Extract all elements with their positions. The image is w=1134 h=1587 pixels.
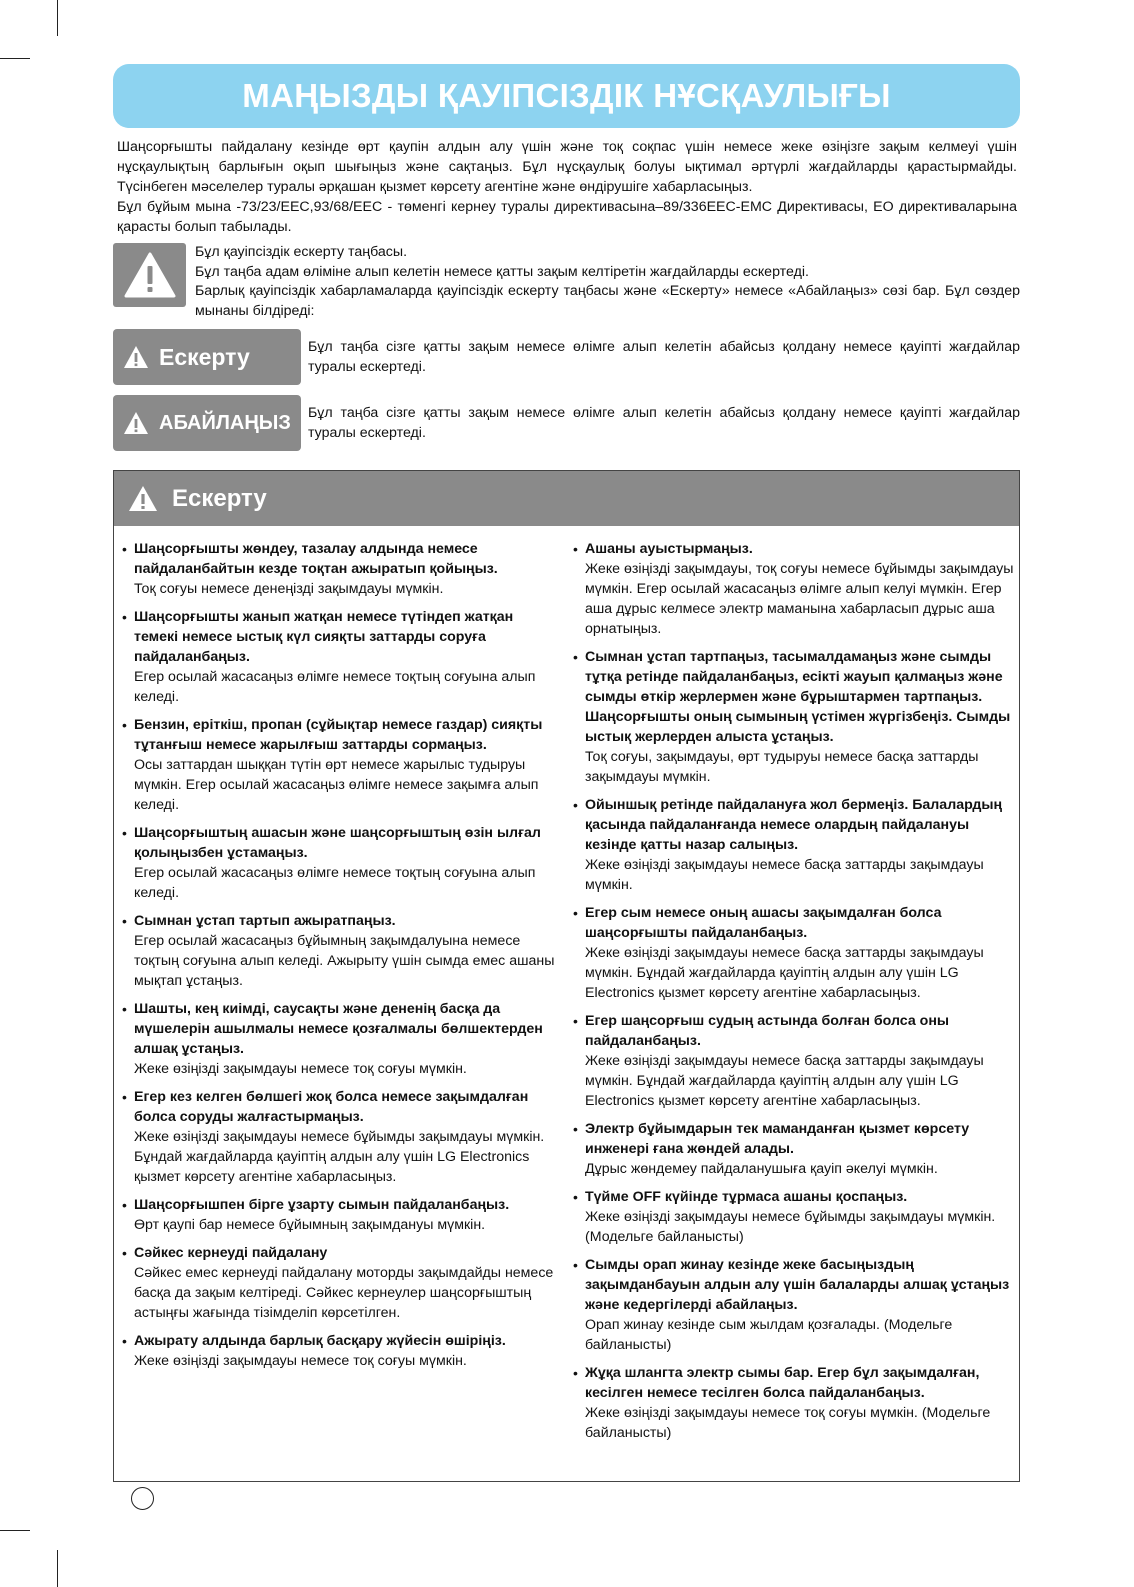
list-item	[120, 1243, 557, 1323]
item-desc: Егер осылай жасасаңыз өлімге немесе тоқтың соғуына алып келеді.	[134, 865, 536, 901]
list-item	[120, 999, 557, 1079]
symbol-line: Бұл қауіпсіздік ескерту таңбасы.	[195, 244, 408, 260]
item-desc: Осы заттардан шыққан түтін өрт немесе жарылыс тудыруы мүмкін. Егер осылай жасасаңыз өлімге немесе зақымға алып келеді.	[134, 757, 539, 813]
list-item	[571, 647, 1015, 787]
warning-triangle-icon	[113, 243, 186, 307]
warning-box	[113, 470, 1020, 1482]
intro-paragraph: Бұл бұйым мына -73/23/EEC,93/68/EEC - төменгі кернеу туралы директивасына–89/336EEC-EMC Директивасы, EO директиваларына қарасты болып табылады.	[117, 199, 1017, 235]
list-item	[571, 539, 1015, 639]
symbol-line: Барлық қауіпсіздік хабарламаларда қауіпсіздік ескерту таңбасы және «Ескерту» немесе «Абайлаңыз» сөзі бар. Бұл сөздер мынаны білдіреді:	[195, 283, 1020, 319]
warning-column-right	[571, 539, 1015, 1451]
item-title: • Шашты, кең киімді, саусақты және дененің басқа да мүшелерін ашылмалы немесе қозғалмалы бөлшектерден алшақ ұстаңыз.	[134, 1001, 543, 1057]
item-title: • Сымнан ұстап тартып ажыратпаңыз.	[134, 913, 396, 929]
item-desc: Сәйкес емес кернеуді пайдалану моторды зақымдайды немесе басқа да зақым келтіреді. Сәйкес кернеулер шаңсорғыштың астыңғы жағында тізімделіп көрсетілген.	[134, 1265, 554, 1321]
symbol-line: Бұл таңба адам өліміне алып келетін немесе қатты зақым келтіретін жағдайларды ескертеді.	[195, 263, 809, 280]
item-desc: Жеке өзіңізді зақымдауы немесе тоқ соғуы мүмкін.	[134, 1061, 467, 1077]
item-title: • Шаңсорғышпен бірге ұзарту сымын пайдаланбаңыз.	[134, 1197, 510, 1213]
list-item	[571, 1363, 1015, 1443]
item-title: • Ойыншық ретінде пайдалануға жол бермеңіз. Балалардың қасында пайдаланғанда немесе олардың пайдалануы кезінде қатты назар салыңыз.	[585, 797, 1003, 853]
item-title: • Электр бұйымдарын тек маманданған қызмет көрсету инженері ғана жөндей алады.	[585, 1121, 970, 1157]
item-title: • Түйме OFF күйінде тұрмаса ашаны қоспаңыз.	[585, 1189, 908, 1205]
list-item	[571, 903, 1015, 1003]
page-title: МАҢЫЗДЫ ҚАУІПСІЗДІК НҰСҚАУЛЫҒЫ	[242, 77, 891, 114]
list-item	[571, 1187, 1015, 1247]
item-desc: Жеке өзіңізді зақымдауы немесе басқа заттарды зақымдауы мүмкін. Бұндай жағдайларда қауіптің алдын алу үшін LG Electronics қызмет көрсету агентіне хабарласыңыз.	[585, 1053, 984, 1109]
caution-badge-label: АБАЙЛАҢЫЗ	[159, 411, 291, 434]
item-title: • Жұқа шлангта электр сымы бар. Егер бұл зақымдалған, кесілген немесе тесілген болса пайдаланбаңыз.	[585, 1365, 980, 1401]
crop-mark	[0, 1530, 30, 1531]
crop-mark	[0, 58, 30, 59]
intro-paragraph: Шаңсорғышты пайдалану кезінде өрт қаупін алдын алу үшін және тоқ соқпас үшін немесе жеке өзіңізге зақым келмеуі үшін нұсқаулықтың барлығын оқып шығыңыз және сақтаңыз. Бұл нұсқаулық болуы ықтимал әртүрлі жағдайларды қарастырмайды. Түсінбеген мәселелер туралы әрқашан қызмет көрсету агентіне және өндірушіге хабарласыңыз.	[117, 139, 1017, 195]
item-title: • Егер шаңсорғыш судың астында болған болса оны пайдаланбаңыз.	[585, 1013, 950, 1049]
list-item	[120, 607, 557, 707]
title-banner	[113, 64, 1020, 128]
intro-text	[117, 137, 1017, 237]
item-title: • Сәйкес кернеуді пайдалану	[134, 1245, 328, 1261]
item-desc: Жеке өзіңізді зақымдауы немесе тоқ соғуы мүмкін. (Модельге байланысты)	[585, 1405, 991, 1441]
list-item	[120, 911, 557, 991]
item-title: • Егер сым немесе оның ашасы зақымдалған болса шаңсорғышты пайдаланбаңыз.	[585, 905, 942, 941]
item-title: • Сымды орап жинау кезінде жеке басыңыздың зақымданбауын алдын алу үшін балаларды алшақ ұстаңыз және кедергілерді абайлаңыз.	[585, 1257, 1010, 1313]
warning-badge-label: Ескерту	[159, 343, 250, 370]
item-desc: Жеке өзіңізді зақымдауы немесе басқа заттарды зақымдауы мүмкін. Бұндай жағдайларда қауіптің алдын алу үшін LG Electronics қызмет көрсету агентіне хабарласыңыз.	[585, 945, 984, 1001]
warning-badge	[113, 329, 301, 385]
warning-box-header	[114, 471, 1019, 526]
list-item	[120, 715, 557, 815]
item-desc: Жеке өзіңізді зақымдауы, тоқ соғуы немесе бұйымды зақымдауы мүмкін. Егер осылай жасасаңыз өлімге алып келуі мүмкін. Егер аша дұрыс келмесе электр маманына хабарласып дұрыс аша орнатыңыз.	[585, 561, 1014, 637]
item-desc: Егер осылай жасасаңыз бұйымның зақымдалуына немесе тоқтың соғуына алып келеді. Ажырыту үшін сымда емес ашаны мықтап ұстаңыз.	[134, 933, 555, 989]
item-desc: Тоқ соғуы, зақымдауы, өрт тудыруы немесе басқа заттарды зақымдауы мүмкін.	[585, 749, 979, 785]
list-item	[571, 795, 1015, 895]
item-title: • Бензин, еріткіш, пропан (сұйықтар немесе газдар) сияқты тұтанғыш немесе жарылғыш заттарды сормаңыз.	[134, 717, 543, 753]
item-title: • Ажырату алдында барлық басқару жүйесін өшіріңіз.	[134, 1333, 506, 1349]
list-item	[120, 539, 557, 599]
page-number-circle	[131, 1487, 154, 1510]
list-item	[120, 1331, 557, 1371]
warning-column-left	[120, 539, 557, 1379]
item-desc: Жеке өзіңізді зақымдауы немесе бұйымды зақымдауы мүмкін. (Модельге байланысты)	[585, 1209, 996, 1245]
item-title: • Ашаны ауыстырмаңыз.	[585, 541, 753, 557]
item-title: • Сымнан ұстап тартпаңыз, тасымалдамаңыз және сымды тұтқа ретінде пайдаланбаңыз, есікті жауып қалмаңыз және сымды өткір жерлермен және бұрыштармен тартпаңыз. Шаңсорғышты оның сымының үстімен жүргізбеңіз. Сымды ыстық жерлерден алыста ұстаңыз.	[585, 649, 1011, 745]
item-desc: Жеке өзіңізді зақымдауы немесе тоқ соғуы мүмкін.	[134, 1353, 467, 1369]
item-title: • Шаңсорғышты жанып жатқан немесе түтіндеп жатқан темекі немесе ыстық күл сияқты заттарды соруға пайдаланбаңыз.	[134, 609, 514, 665]
crop-mark	[57, 1550, 58, 1587]
item-desc: Егер осылай жасасаңыз өлімге немесе тоқтың соғуына алып келеді.	[134, 669, 536, 705]
symbol-description	[195, 243, 1020, 321]
item-desc: Жеке өзіңізді зақымдауы немесе басқа заттарды зақымдауы мүмкін.	[585, 857, 984, 893]
list-item	[571, 1119, 1015, 1179]
list-item	[120, 1087, 557, 1187]
warning-triangle-icon	[128, 485, 158, 512]
crop-mark	[57, 0, 58, 36]
caution-badge-text: Бұл таңба сізге қатты зақым немесе өлімге алып келетін абайсыз қолдану немесе қауіпті жағдайлар туралы ескертеді.	[308, 405, 1020, 441]
safety-symbol-row	[113, 243, 1020, 323]
item-title: • Шаңсорғышты жөндеу, тазалау алдында немесе пайдаланбайтын кезде тоқтан ажыратып қойыңыз.	[134, 541, 498, 577]
list-item	[571, 1011, 1015, 1111]
list-item	[120, 1195, 557, 1235]
item-desc: Дұрыс жөндемеу пайдаланушыға қауіп әкелуі мүмкін.	[585, 1161, 938, 1177]
warning-badge-text: Бұл таңба сізге қатты зақым немесе өлімге алып келетін абайсыз қолдану немесе қауіпті жағдайлар туралы ескертеді.	[308, 339, 1020, 375]
item-desc: Орап жинау кезінде сым жылдам қозғалады. (Модельге байланысты)	[585, 1317, 953, 1353]
warning-triangle-icon	[123, 411, 149, 435]
warning-box-title: Ескерту	[172, 484, 267, 512]
item-desc: Өрт қаупі бар немесе бұйымның зақымдануы мүмкін.	[134, 1217, 486, 1233]
list-item	[571, 1255, 1015, 1355]
item-desc: Жеке өзіңізді зақымдауы немесе бұйымды зақымдауы мүмкін. Бұндай жағдайларда қауіптің алдын алу үшін LG Electronics қызмет көрсету агентіне хабарласыңыз.	[134, 1129, 545, 1185]
item-desc: Тоқ соғуы немесе денеңізді зақымдауы мүмкін.	[134, 581, 444, 597]
item-title: • Егер кез келген бөлшегі жоқ болса немесе зақымдалған болса соруды жалғастырмаңыз.	[134, 1089, 529, 1125]
warning-triangle-icon	[123, 345, 149, 369]
caution-badge	[113, 395, 301, 451]
list-item	[120, 823, 557, 903]
item-title: • Шаңсорғыштың ашасын және шаңсорғыштың өзін ылғал қолыңызбен ұстамаңыз.	[134, 825, 541, 861]
